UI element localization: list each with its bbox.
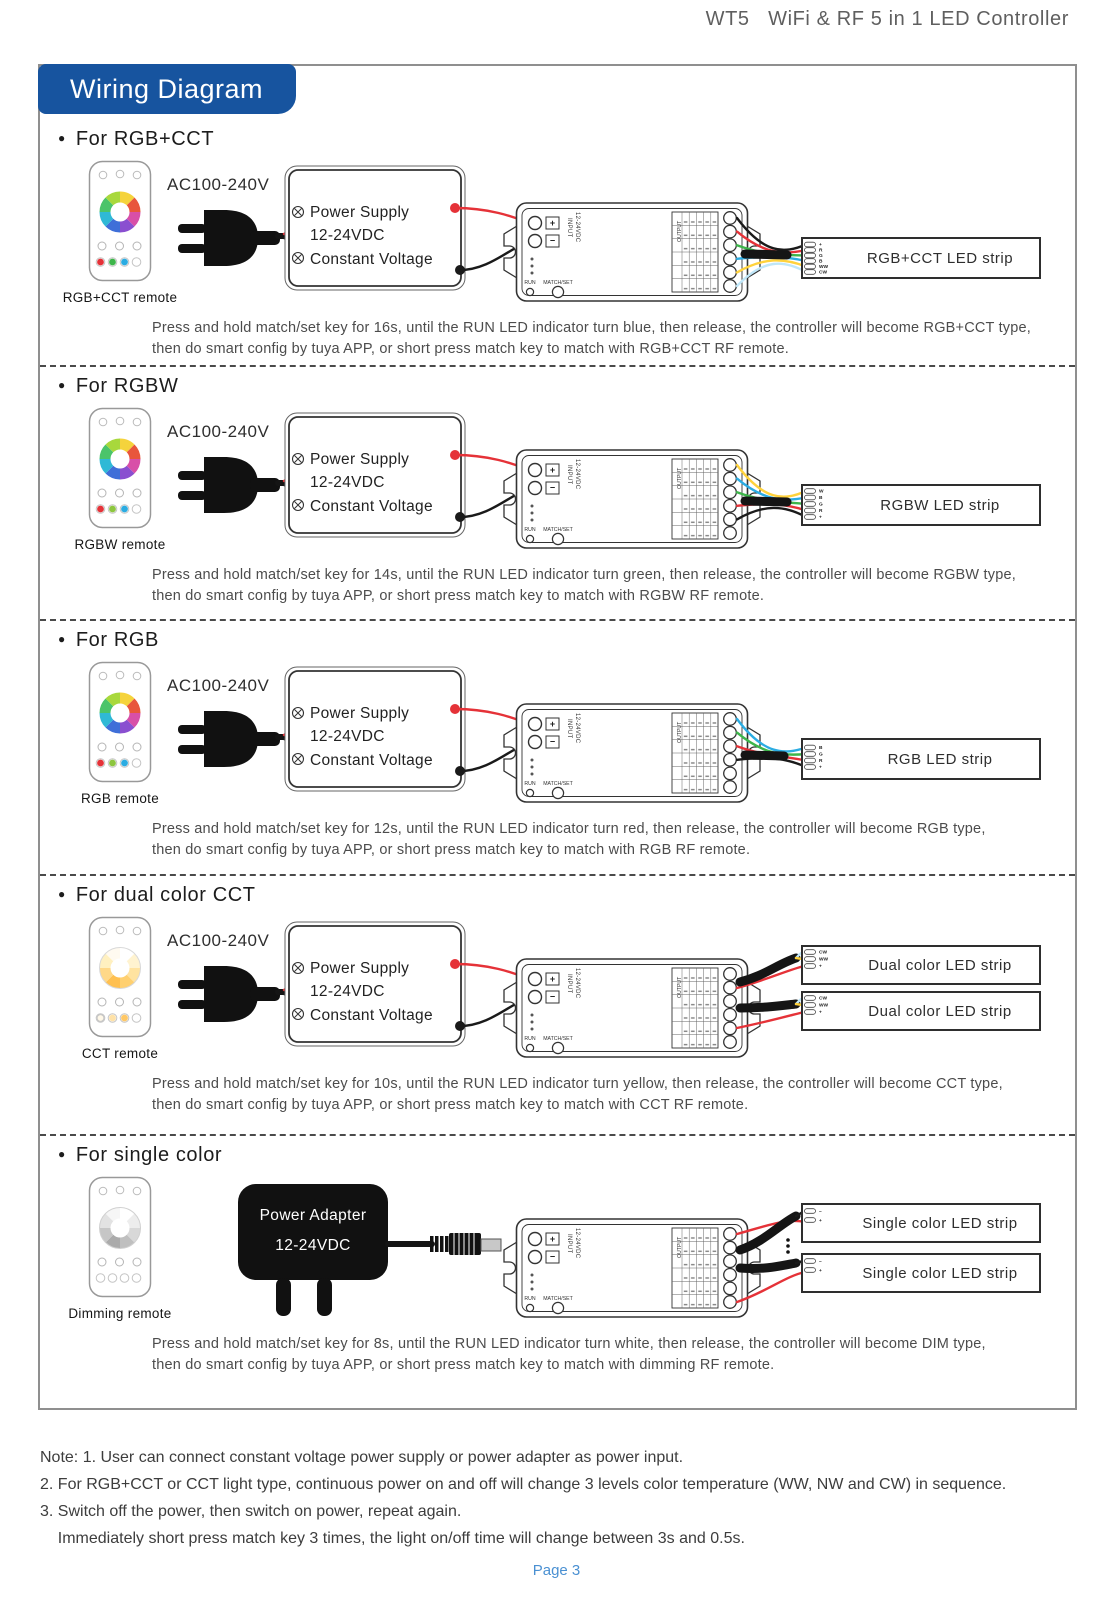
wiring-panel	[38, 64, 1077, 1410]
svg-text:−: −	[819, 1210, 822, 1215]
svg-text:CW: CW	[819, 270, 827, 276]
panel-title: Wiring Diagram	[38, 64, 296, 114]
remote-label: Dimming remote	[68, 1306, 172, 1321]
adapter-line1: Power Adapter	[259, 1207, 367, 1224]
rf-remote	[90, 663, 151, 782]
instruction-line: then do smart config by tuya APP, or short press match key to match with RGB RF remote.	[152, 842, 751, 858]
led-controller	[504, 959, 760, 1057]
svg-text:RUN: RUN	[524, 1036, 536, 1042]
power-plug-icon	[178, 457, 293, 513]
instruction-line: Press and hold match/set key for 16s, until the RUN LED indicator turn blue, then release, the controller will become RGB+CCT type,	[152, 320, 1032, 336]
rf-remote	[90, 918, 151, 1037]
section-heading: ● For RGBW	[58, 375, 179, 397]
wiring-diagram-rgb	[40, 655, 1075, 813]
instructions	[152, 1334, 986, 1376]
remote-label: RGB remote	[80, 791, 160, 806]
svg-text:+: +	[819, 243, 822, 249]
svg-text:MATCH/SET: MATCH/SET	[543, 1296, 573, 1302]
svg-text:INPUT: INPUT	[566, 465, 572, 485]
led-controller	[504, 704, 760, 802]
svg-text:OUTPUT: OUTPUT	[677, 721, 683, 743]
ac-voltage-label: AC100-240V	[167, 175, 270, 194]
strip-label: Single color LED strip	[862, 1265, 1018, 1282]
instruction-line: Press and hold match/set key for 12s, until the RUN LED indicator turn red, then release, the controller will become RGB type,	[152, 821, 986, 837]
rf-remote	[90, 162, 151, 281]
svg-text:B: B	[819, 259, 823, 265]
svg-text:INPUT: INPUT	[566, 974, 572, 994]
svg-text:+: +	[819, 1219, 822, 1224]
note-line: Immediately short press match key 3 times, the light on/off time will change between 3s and 0.5s.	[40, 1530, 745, 1547]
dc-barrel-connector	[388, 1233, 501, 1255]
wiring-diagram-single-color	[40, 1170, 1075, 1328]
led-strip	[802, 946, 1040, 984]
ac-voltage-label: AC100-240V	[167, 931, 270, 950]
input-plus-label: +	[549, 218, 556, 228]
svg-text:+: +	[819, 1010, 822, 1016]
input-minus-label: −	[549, 235, 556, 246]
instruction-line: then do smart config by tuya APP, or short press match key to match with dimming RF remote.	[152, 1357, 775, 1373]
svg-text:+: +	[549, 719, 556, 729]
svg-text:G: G	[819, 502, 823, 508]
led-strip	[802, 238, 1040, 278]
instruction-line: then do smart config by tuya APP, or short press match key to match with RGBW RF remote.	[152, 588, 765, 604]
svg-text:+: +	[819, 964, 822, 970]
output-label: OUTPUT	[677, 220, 683, 242]
led-strip	[802, 485, 1040, 525]
svg-text:MATCH/SET: MATCH/SET	[543, 1036, 573, 1042]
strip-label: RGBW LED strip	[880, 497, 1000, 514]
svg-text:+: +	[819, 515, 822, 521]
rf-remote	[90, 1178, 151, 1297]
instruction-line: then do smart config by tuya APP, or short press match key to match with CCT RF remote.	[152, 1097, 749, 1113]
bullet-icon: ●	[58, 632, 66, 646]
svg-text:+: +	[549, 465, 556, 475]
strip-label: RGB LED strip	[887, 751, 993, 768]
led-controller	[504, 1219, 760, 1317]
note-line: Note: 1. User can connect constant voltage power supply or power adapter as power input.	[40, 1449, 684, 1466]
svg-text:WW: WW	[819, 265, 829, 271]
section-heading: ● For single color	[58, 1144, 223, 1166]
remote-label: CCT remote	[81, 1046, 159, 1061]
svg-text:R: R	[819, 759, 823, 765]
psu-line1: Power Supply	[310, 451, 410, 468]
psu-line2: 12-24VDC	[310, 227, 385, 244]
wiring-diagram-rgb-cct	[40, 154, 1075, 312]
power-supply	[285, 166, 465, 290]
ac-voltage-label: AC100-240V	[167, 676, 270, 695]
svg-text:CW: CW	[819, 996, 827, 1002]
led-strip	[802, 1254, 1040, 1292]
svg-text:MATCH/SET: MATCH/SET	[543, 527, 573, 533]
bullet-icon: ●	[58, 131, 66, 145]
svg-text:B: B	[819, 746, 823, 752]
run-led-label: RUN	[524, 280, 536, 286]
svg-text:12-24VDC: 12-24VDC	[574, 459, 580, 490]
wiring-diagram-rgbw	[40, 401, 1075, 559]
psu-line3: Constant Voltage	[310, 251, 433, 268]
section-rgb-cct	[40, 120, 1075, 365]
svg-text:INPUT: INPUT	[566, 719, 572, 739]
section-rgb	[40, 619, 1075, 866]
instruction-line: Press and hold match/set key for 10s, until the RUN LED indicator turn yellow, then release, the controller will become CCT type,	[152, 1076, 1003, 1092]
psu-line1: Power Supply	[310, 960, 410, 977]
led-controller	[504, 203, 760, 301]
instructions	[152, 819, 986, 861]
ac-voltage-label: AC100-240V	[167, 422, 270, 441]
svg-text:−: −	[549, 736, 556, 747]
power-plug-icon	[178, 966, 293, 1022]
svg-text:OUTPUT: OUTPUT	[677, 467, 683, 489]
power-supply	[285, 667, 465, 791]
remote-color-buttons	[97, 259, 128, 266]
svg-text:+: +	[549, 1234, 556, 1244]
bullet-icon: ●	[58, 1147, 66, 1161]
instruction-line: Press and hold match/set key for 14s, until the RUN LED indicator turn green, then release, the controller will become RGBW type,	[152, 567, 1016, 583]
remote-label: RGBW remote	[74, 537, 166, 552]
strip-label: Single color LED strip	[862, 1215, 1018, 1232]
strip-label: RGB+CCT LED strip	[866, 250, 1014, 267]
section-heading: ● For dual color CCT	[58, 884, 256, 906]
psu-line3: Constant Voltage	[310, 1007, 433, 1024]
remote-color-buttons	[97, 760, 128, 767]
svg-text:−: −	[549, 482, 556, 493]
power-supply	[285, 413, 465, 537]
svg-text:W: W	[819, 489, 824, 495]
svg-text:+: +	[819, 765, 822, 771]
remote-label: RGB+CCT remote	[62, 290, 178, 305]
svg-text:−: −	[549, 1251, 556, 1262]
power-plug-icon	[178, 210, 293, 266]
section-rgbw	[40, 365, 1075, 612]
power-supply	[285, 922, 465, 1046]
svg-text:WW: WW	[819, 1003, 829, 1009]
psu-line2: 12-24VDC	[310, 728, 385, 745]
svg-text:−: −	[819, 1260, 822, 1265]
svg-text:+: +	[819, 1269, 822, 1274]
instructions	[152, 1074, 1003, 1116]
strip-label: Dual color LED strip	[868, 1003, 1012, 1020]
bullet-icon: ●	[58, 887, 66, 901]
svg-text:WW: WW	[819, 957, 829, 963]
svg-text:INPUT: INPUT	[566, 1234, 572, 1254]
note-line: 3. Switch off the power, then switch on power, repeat again.	[40, 1503, 462, 1520]
remote-color-buttons	[97, 1015, 128, 1022]
notes	[40, 1444, 1006, 1552]
input-label: INPUT	[566, 218, 572, 238]
psu-line3: Constant Voltage	[310, 498, 433, 515]
svg-text:OUTPUT: OUTPUT	[677, 976, 683, 998]
svg-text:RUN: RUN	[524, 781, 536, 787]
input-voltage-label: 12-24VDC	[574, 212, 580, 243]
svg-text:G: G	[819, 752, 823, 758]
instruction-line: then do smart config by tuya APP, or short press match key to match with RGB+CCT RF remote.	[152, 341, 789, 357]
svg-text:R: R	[819, 509, 823, 515]
instruction-line: Press and hold match/set key for 8s, until the RUN LED indicator turn white, then release, the controller will become DIM type,	[152, 1336, 986, 1352]
svg-text:+: +	[549, 974, 556, 984]
instructions	[152, 318, 1031, 360]
svg-text:12-24VDC: 12-24VDC	[574, 713, 580, 744]
svg-text:B: B	[819, 496, 823, 502]
wiring-diagram-dual-cct	[40, 910, 1075, 1068]
bullet-icon: ●	[58, 378, 66, 392]
svg-text:R: R	[819, 248, 823, 254]
psu-line1: Power Supply	[310, 705, 410, 722]
psu-line1: Power Supply	[310, 204, 410, 221]
led-controller	[504, 450, 760, 548]
section-single-color	[40, 1134, 1075, 1408]
svg-text:MATCH/SET: MATCH/SET	[543, 781, 573, 787]
svg-text:12-24VDC: 12-24VDC	[574, 968, 580, 999]
note-line: 2. For RGB+CCT or CCT light type, continuous power on and off will change 3 levels color temperature (WW, NW and CW) in sequence.	[40, 1476, 1007, 1493]
svg-text:G: G	[819, 254, 823, 260]
instructions	[152, 565, 1016, 607]
power-plug-icon	[178, 711, 293, 767]
rf-remote	[90, 409, 151, 528]
section-heading: ● For RGB+CCT	[58, 128, 215, 150]
svg-text:12-24VDC: 12-24VDC	[574, 1228, 580, 1259]
remote-color-buttons	[97, 506, 128, 513]
strip-label: Dual color LED strip	[868, 957, 1012, 974]
match-set-label: MATCH/SET	[543, 280, 573, 286]
power-adapter	[238, 1184, 388, 1316]
psu-line2: 12-24VDC	[310, 474, 385, 491]
svg-text:OUTPUT: OUTPUT	[677, 1236, 683, 1258]
page-header: WT5 WiFi & RF 5 in 1 LED Controller	[705, 8, 1069, 30]
led-strip	[802, 1204, 1040, 1242]
section-dual-cct	[40, 874, 1075, 1134]
led-strip	[802, 992, 1040, 1030]
adapter-line2: 12-24VDC	[275, 1237, 351, 1254]
svg-text:CW: CW	[819, 950, 827, 956]
section-heading: ● For RGB	[58, 629, 159, 651]
svg-text:−: −	[549, 991, 556, 1002]
psu-line3: Constant Voltage	[310, 752, 433, 769]
svg-text:RUN: RUN	[524, 1296, 536, 1302]
psu-line2: 12-24VDC	[310, 983, 385, 1000]
svg-text:RUN: RUN	[524, 527, 536, 533]
led-strip	[802, 739, 1040, 779]
page-number: Page 3	[532, 1562, 581, 1579]
